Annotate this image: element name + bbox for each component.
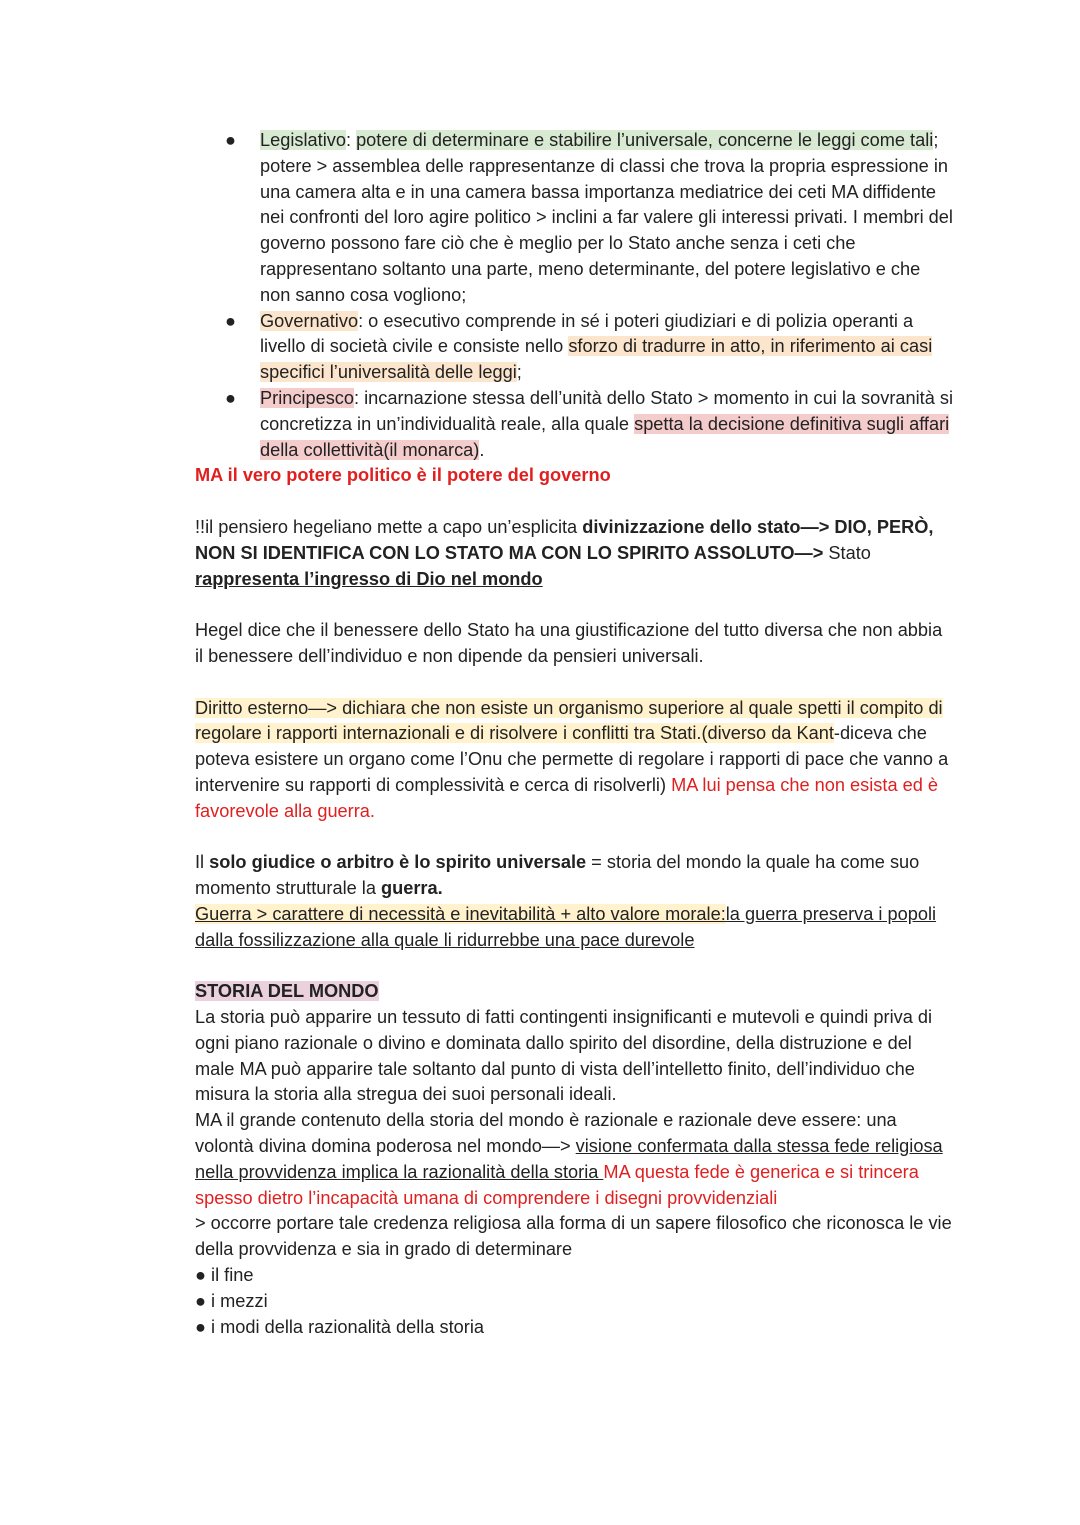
- highlight-text: spetta la decisione definitiva sugli affari della collettività(il monarca): [260, 413, 950, 460]
- bullet-governativo: ● Governativo: o esecutivo comprende in sé i poteri giudiziari e di polizia operanti a livello di società civile e consiste nello sforzo di tradurre in atto, in riferimento ai casi specifici l’universalità delle leggi;: [225, 310, 933, 383]
- list-item: ● il fine: [195, 1265, 254, 1286]
- term-principesco: Principesco: [260, 387, 355, 408]
- paragraph-storia-1: La storia può apparire un tessuto di fatti contingenti insignificanti e mutevoli e quindi priva di ogni piano razionale o divino e dominata dallo spirito del disordine, della distruzione e del male MA può apparire tale soltanto dal punto di vista dell’intelletto finito, dell’individuo che misura la storia alla stregua dei suoi personali ideali.: [195, 1007, 933, 1105]
- bullet-icon: ●: [225, 130, 236, 150]
- paragraph-storia-3: > occorre portare tale credenza religiosa alla forma di un sapere filosofico che riconosca le vie della provvidenza e sia in grado di determinare: [195, 1213, 952, 1260]
- paragraph-storia-2: MA il grande contenuto della storia del mondo è razionale e razionale deve essere: una volontà divina domina poderosa nel mondo—> visione confermata dalla stessa fede religiosa nella provvidenza implica la razionalità della storia MA questa fede è generica e si trincera spesso dietro l’incapacità umana di comprendere i disegni provvidenziali: [195, 1110, 943, 1208]
- bullet-legislativo: ● Legislativo: potere di determinare e stabilire l’universale, concerne le leggi come tali; potere > assemblea delle rappresentanze di classi che trova la propria espressione in una camera alta e in una camera bassa importanza mediatrice dei ceti MA diffidente nei confronti del loro agire politico > inclini a far valere gli interessi privati. I membri del governo possono fare ciò che è meglio per lo Stato anche senza i ceti che rappresentano soltanto una parte, meno determinante, del potere legislativo e che non sanno cosa vogliono;: [225, 130, 953, 305]
- list-item: ● i mezzi: [195, 1290, 268, 1311]
- section-heading: STORIA DEL MONDO: [195, 981, 379, 1002]
- highlight-text: sforzo di tradurre in atto, in riferimento ai casi specifici l’universalità delle leggi: [260, 336, 933, 383]
- paragraph-divinizzazione: !!il pensiero hegeliano mette a capo un’esplicita divinizzazione dello stato—> DIO, PERÒ, NON SI IDENTIFICA CON LO STATO MA CON LO SPIRITO ASSOLUTO—> Stato rappresenta l’ingresso di Dio nel mondo: [195, 516, 934, 589]
- document-body: [195, 128, 955, 1340]
- term-governativo: Governativo: [260, 310, 359, 331]
- term-legislativo: Legislativo: [260, 130, 346, 150]
- red-statement: MA il vero potere politico è il potere del governo: [195, 465, 611, 486]
- highlight-text: potere di determinare e stabilire l’universale, concerne le leggi come tali: [356, 130, 934, 150]
- bullet-icon: ●: [225, 387, 236, 408]
- paragraph-giudice: Il solo giudice o arbitro è lo spirito universale = storia del mondo la quale ha come suo momento strutturale la guerra. Guerra > carattere di necessità e inevitabilità + alto valore morale:la guerra preserva i popoli dalla fossilizzazione alla quale li ridurrebbe una pace durevole: [195, 852, 937, 950]
- paragraph-benessere: Hegel dice che il benessere dello Stato ha una giustificazione del tutto diversa che non abbia il benessere dell’individuo e non dipende da pensieri universali.: [195, 620, 943, 666]
- bullet-principesco: ● Principesco: incarnazione stessa dell’unità dello Stato > momento in cui la sovranità si concretizza in un’individualità reale, alla quale spetta la decisione definitiva sugli affari della collettività(il monarca).: [225, 387, 954, 460]
- bullet-icon: ●: [225, 310, 236, 331]
- paragraph-diritto-esterno: Diritto esterno—> dichiara che non esiste un organismo superiore al quale spetti il compito di regolare i rapporti internazionali e di risolvere i conflitti tra Stati.(diverso da Kant-diceva che poteva esistere un organo come l’Onu che permette di regolare i rapporti di pace che vanno a intervenire su rapporti di complessività e cerca di risolverli) MA lui pensa che non esista ed è favorevole alla guerra.: [195, 697, 949, 821]
- list-item: ● i modi della razionalità della storia: [195, 1316, 484, 1337]
